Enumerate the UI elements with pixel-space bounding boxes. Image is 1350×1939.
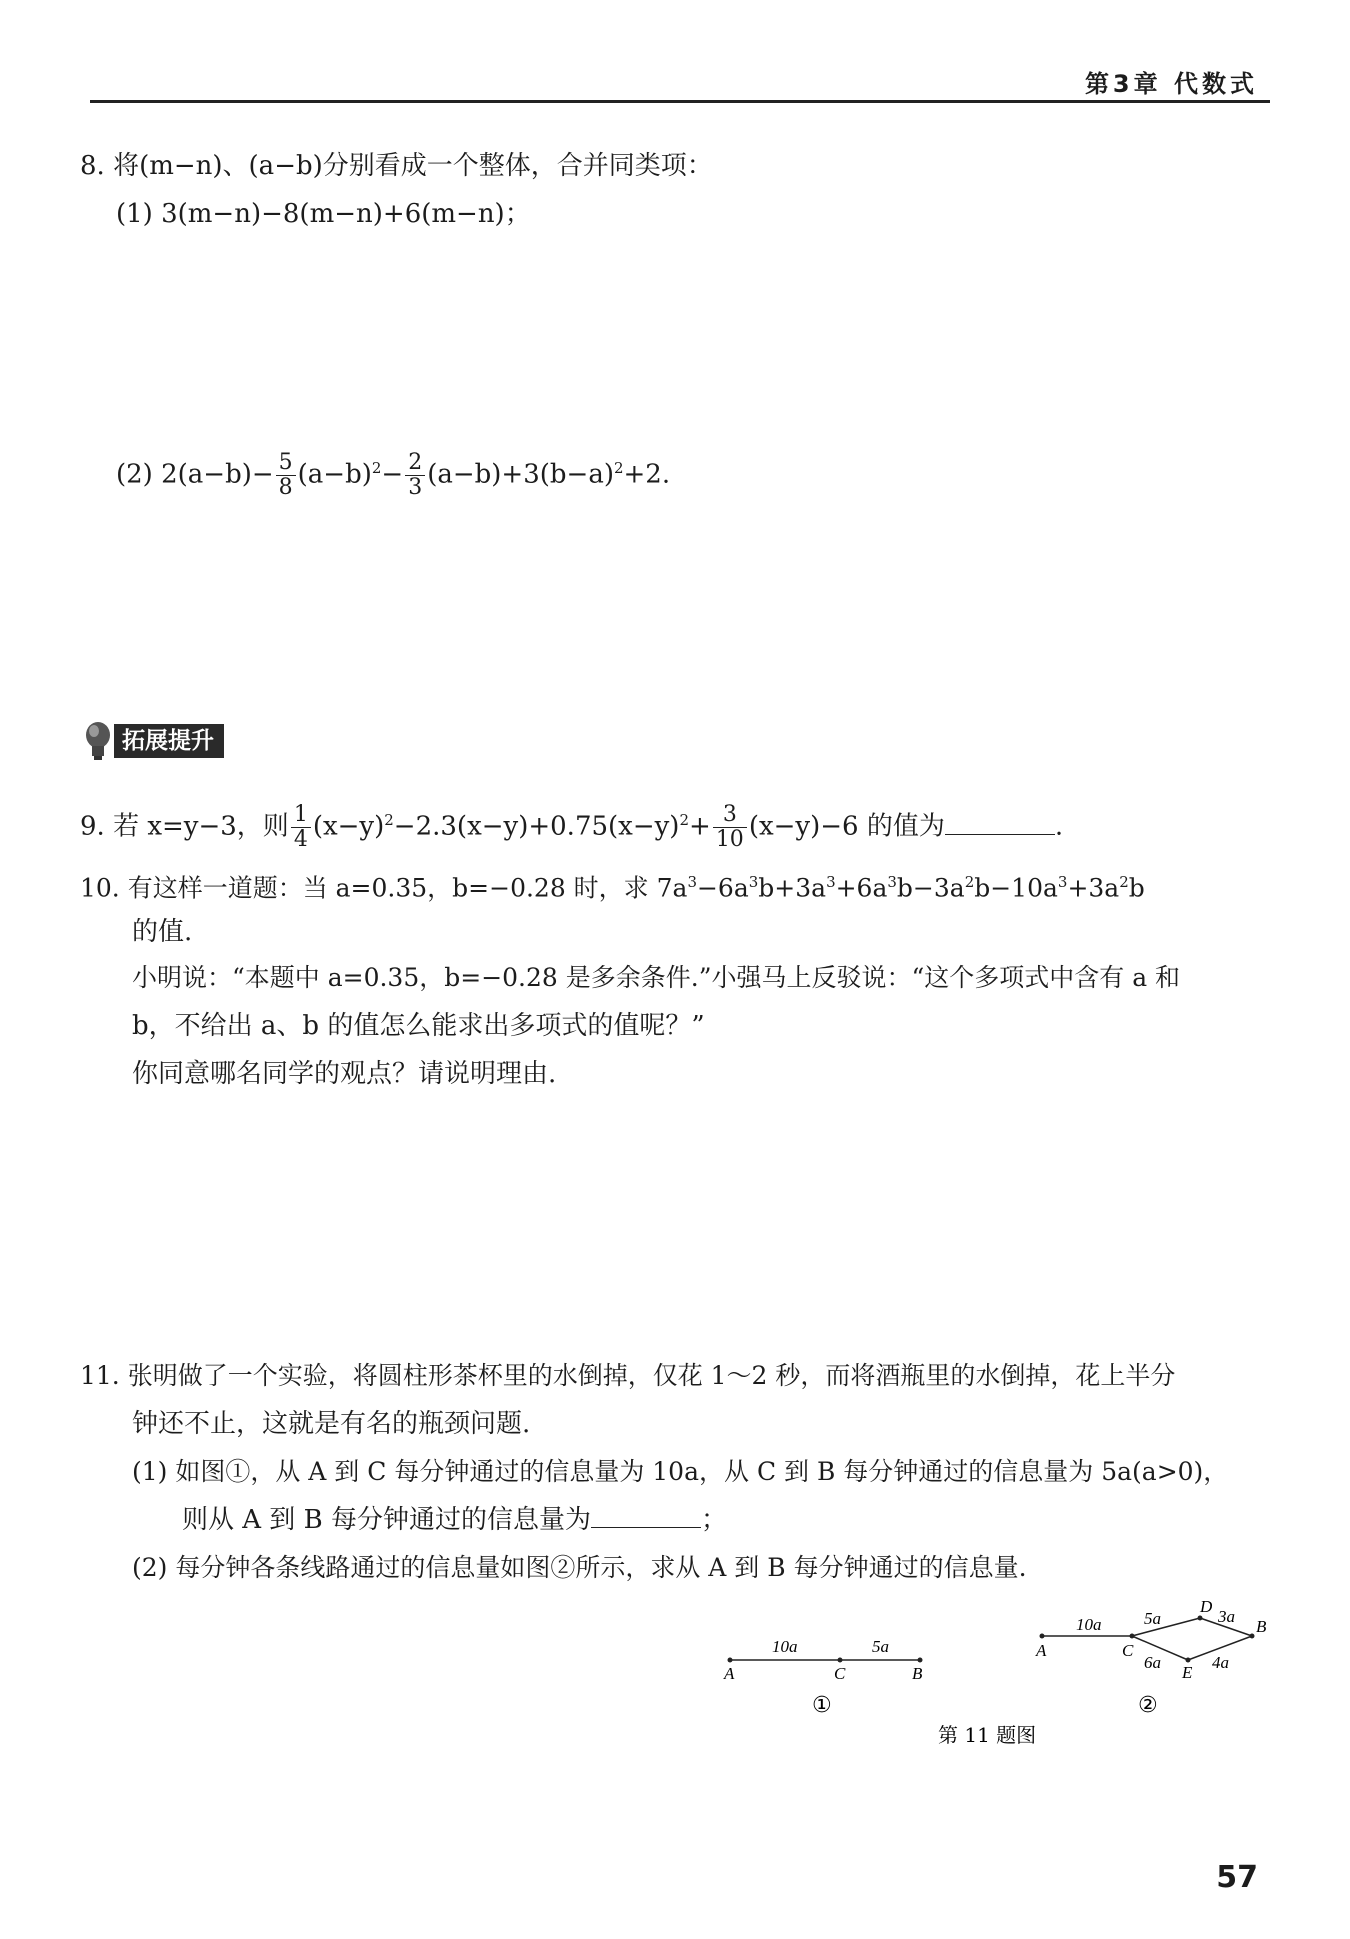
label-eb: 4a — [1212, 1653, 1229, 1672]
label-cd: 5a — [1144, 1609, 1161, 1628]
fraction: $\frac{2}{3}$ — [405, 451, 425, 500]
fraction: $\frac{3}{10}$ — [713, 803, 747, 852]
fraction: $\frac{1}{4}$ — [291, 803, 311, 852]
figure-mark-2: ② — [1138, 1693, 1158, 1718]
point-c: C — [834, 1664, 846, 1683]
lightbulb-icon — [84, 721, 114, 761]
fraction: $\frac{5}{8}$ — [276, 451, 296, 500]
figure-11 — [700, 1600, 1300, 1760]
header-rule — [90, 100, 1270, 103]
point-b: B — [1256, 1617, 1267, 1636]
point-a: A — [724, 1664, 735, 1683]
figure-caption: 第 11 题图 — [938, 1723, 1037, 1747]
point-e: E — [1182, 1663, 1193, 1682]
q11-line2: 钟还不止，这就是有名的瓶颈问题. — [132, 1409, 531, 1439]
q8-stem: 8. 将(m−n)、(a−b)分别看成一个整体，合并同类项： — [80, 151, 713, 181]
q9: 9. 若 x=y−3，则 $\frac{1}{4}$ $(x-y)^2-2.3(x-y)+0.75(x-y)^2+$ $\frac{3}{10}$ (x−y)−6 的值为 . — [80, 802, 1064, 853]
section-badge — [84, 724, 224, 758]
answer-blank[interactable] — [945, 808, 1055, 835]
point-b: B — [912, 1664, 923, 1683]
q11-part1-a: (1) 如图①，从 A 到 C 每分钟通过的信息量为 10a，从 C 到 B 每分钟通过的信息量为 5a(a>0)， — [132, 1457, 1229, 1486]
point-c: C — [1122, 1641, 1134, 1660]
point-d: D — [1200, 1600, 1213, 1616]
figure-mark-1: ① — [812, 1693, 832, 1718]
q10-line4: b，不给出 a、b 的值怎么能求出多项式的值呢？” — [132, 1011, 705, 1041]
q8-part1: (1) 3(m−n)−8(m−n)+6(m−n)； — [116, 199, 531, 229]
q11-line1: 11. 张明做了一个实验，将圆柱形茶杯里的水倒掉，仅花 1～2 秒，而将酒瓶里的水倒掉，花上半分 — [80, 1361, 1176, 1390]
q8-part2: (2) 2(a−b)− $\frac{5}{8}$ $(a-b)^2-$ $\frac{2}{3}$ $(a-b)+3(b-a)^2+2$. — [116, 450, 671, 501]
label-ac: 10a — [1076, 1615, 1102, 1634]
chapter-title: 第3章 代数式 — [1084, 70, 1258, 98]
label-db: 3a — [1218, 1607, 1235, 1626]
figure-2 — [1035, 1600, 1267, 1718]
q10-line5: 你同意哪名同学的观点？请说明理由. — [132, 1059, 557, 1089]
page-number: 57 — [1216, 1860, 1258, 1895]
q10-line1: 10. 有这样一道题：当 a=0.35，b=−0.28 时，求 $7a^3-6a^3b+3a^3+6a^3b-3a^2b-10a^3+3a^2b$ — [80, 873, 1145, 903]
figure-1 — [723, 1637, 923, 1718]
label-ce: 6a — [1144, 1653, 1161, 1672]
q10-line3: 小明说：“本题中 a=0.35，b=−0.28 是多余条件.”小强马上反驳说：“这个多项式中含有 a 和 — [132, 963, 1181, 992]
q11-part1-b: 则从 A 到 B 每分钟通过的信息量为 ； — [182, 1500, 727, 1540]
section-label: 拓展提升 — [114, 724, 224, 758]
label-ac: 10a — [772, 1637, 798, 1656]
answer-blank[interactable] — [591, 1501, 701, 1528]
q10-line2: 的值. — [132, 917, 193, 947]
point-a: A — [1036, 1641, 1047, 1660]
q11-part2: (2) 每分钟各条线路通过的信息量如图②所示，求从 A 到 B 每分钟通过的信息量. — [132, 1553, 1027, 1582]
label-cb: 5a — [872, 1637, 889, 1656]
